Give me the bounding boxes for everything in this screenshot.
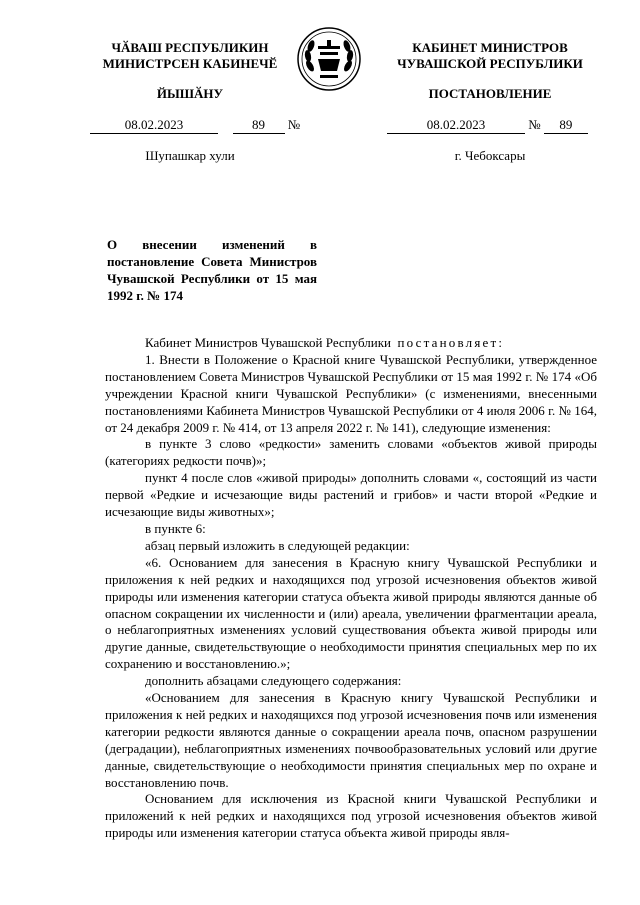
intro-paragraph: [105, 335, 597, 352]
left-document-type: ЙЫШӐНУ: [156, 86, 224, 101]
right-organization-name: КАБИНЕТ МИНИСТРОВ ЧУВАШСКОЙ РЕСПУБЛИКИ: [397, 40, 583, 71]
body-paragraph: «6. Основанием для занесения в Красную книгу Чувашской Республики и приложения к ней редких и находящихся под угрозой исчезновения объектов живой природы или изменения категории статуса объекта живой природы являются данные об опасном сокращении их численности и (или) ареала, увеличении фрагментации ареала, о неблагоприятных изменениях условий существования объекта живой природы или другие данные, свидетельствующие о необходимости принятия специальных мер по их сохранению и восстановлению.»;: [105, 554, 597, 672]
chuvash-republic-emblem-icon: [296, 26, 362, 92]
left-number: 89: [233, 117, 285, 134]
right-number-sign: №: [528, 117, 541, 132]
body-paragraph: Основанием для исключения из Красной книги Чувашской Республики и приложений к ней редких и находящихся под угрозой исчезновения объектов живой природы или изменения категории статуса объекта живой природы явля-: [105, 791, 597, 841]
right-city: г. Чебоксары: [454, 148, 526, 163]
body-paragraph: дополнить абзацами следующего содержания:: [145, 673, 402, 689]
right-date-number-line: [387, 117, 588, 134]
document-subject: О внесении изменений в постановление Совета Министров Чувашской Республики от 15 мая 1992 г. № 174: [107, 237, 317, 303]
left-date: 08.02.2023: [90, 117, 218, 134]
body-paragraph: абзац первый изложить в следующей редакции:: [145, 537, 410, 553]
right-document-type: ПОСТАНОВЛЕНИЕ: [428, 86, 552, 101]
body-paragraph: в пункте 6:: [145, 520, 206, 536]
right-date: 08.02.2023: [387, 117, 525, 134]
left-date-number-line: [90, 117, 300, 134]
body-paragraph: в пункте 3 слово «редкости» заменить словами «объектов живой природы (категориях редкости почв)»;: [105, 436, 597, 469]
left-organization-name: ЧӐВАШ РЕСПУБЛИКИН МИНИСТРСЕН КАБИНЕЧӖ: [102, 40, 278, 71]
intro-text: Кабинет Министров Чувашской Республики: [145, 335, 391, 350]
body-paragraph: 1. Внести в Положение о Красной книге Чувашской Республики, утвержденное постановлением Совета Министров Чувашской Республики от 15 мая 1992 г. № 174 «Об учреждении Красной книги Чувашской Республики» (с изменениями, внесенными постановлениями Кабинета Министров Чувашской Республики от 4 июля 2006 г. № 164, от 24 декабря 2009 г. № 414, от 13 апреля 2022 г. № 141), следующие изменения:: [105, 351, 597, 435]
left-city: Шупашкар хули: [145, 148, 235, 163]
body-paragraph: пункт 4 после слов «живой природы» дополнить словами «, состоящий из части первой «Редкие и исчезающие виды растений и грибов» и части второй «Редкие и исчезающие виды животных»;: [105, 470, 597, 520]
left-number-sign: №: [287, 117, 301, 132]
body-paragraph: «Основанием для занесения в Красную книгу Чувашской Республики и приложения к ней редких и находящихся под угрозой исчезновения почв или изменения категории редкости являются данные о сокращении ареала почв, опасном разрушении (деградации), неблагоприятных изменениях почвообразовательных условий или другие данные, свидетельствующие о необходимости принятия специальных мер по охране и восстановлению почв.: [105, 690, 597, 790]
right-number: 89: [544, 117, 588, 134]
intro-verb: постановляет:: [397, 335, 505, 350]
document-body: [105, 335, 597, 842]
